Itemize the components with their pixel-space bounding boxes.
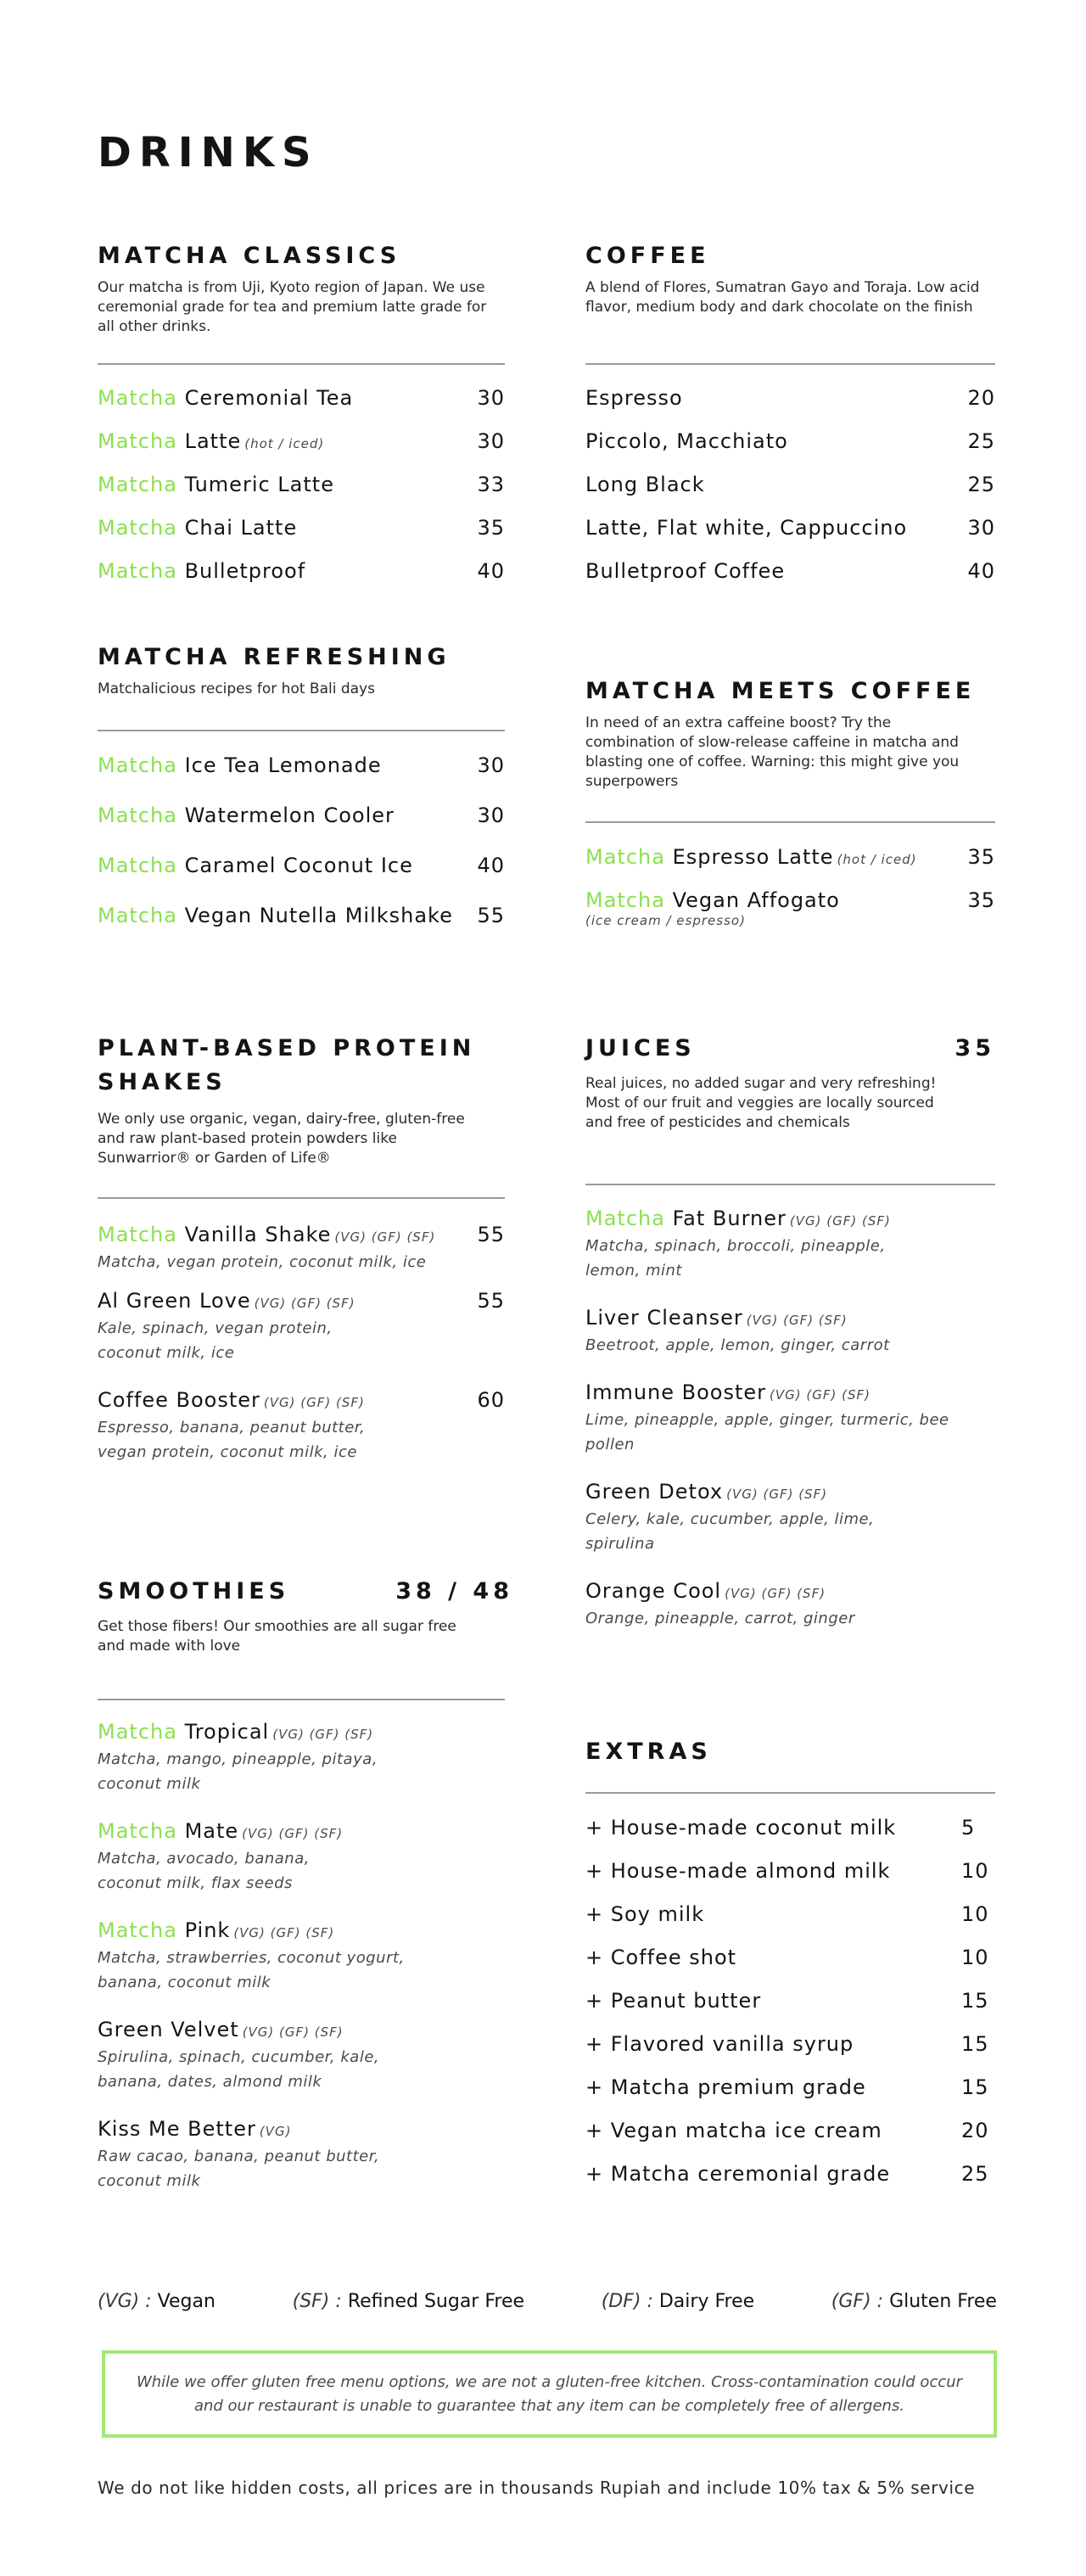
dietary-legend bbox=[98, 2291, 997, 2312]
item-name: Latte bbox=[184, 429, 242, 453]
item-name: Ceremonial Tea bbox=[184, 386, 354, 410]
item-name: + Flavored vanilla syrup bbox=[585, 2032, 854, 2056]
menu-item bbox=[585, 428, 995, 454]
section-title: MATCHA MEETS COFFEE bbox=[585, 678, 976, 704]
extra-item bbox=[585, 2161, 995, 2187]
disclaimer-text: While we offer gluten free menu options, we are not a gluten-free kitchen. Cross-contamination could occur and our restaurant is unable to guarantee that any item can be completely free of allergens. bbox=[136, 2372, 963, 2415]
item-ingredients: Lime, pineapple, apple, ginger, turmeric, bee pollen bbox=[585, 1411, 949, 1453]
matcha-label: Matcha bbox=[585, 1207, 665, 1230]
legend-label: Vegan bbox=[157, 2291, 216, 2312]
item-name: Tumeric Latte bbox=[184, 473, 334, 496]
section-title: PLANT-BASED PROTEIN SHAKES bbox=[98, 1035, 476, 1095]
item-price: 25 bbox=[961, 2162, 989, 2186]
section-title: EXTRAS bbox=[585, 1739, 712, 1765]
item-price: 30 bbox=[477, 804, 505, 827]
divider bbox=[98, 1197, 505, 1199]
section-title: JUICES bbox=[585, 1035, 696, 1061]
menu-item bbox=[585, 1578, 995, 1631]
item-name: Caramel Coconut Ice bbox=[184, 854, 413, 877]
section-description: Real juices, no added sugar and very refreshing! Most of our fruit and veggies are locally sourced and free of pesticides and chemicals bbox=[585, 1075, 937, 1131]
item-price: 35 bbox=[477, 516, 505, 540]
item-tags: (VG) (GF) (SF) bbox=[334, 1229, 436, 1245]
section-coffee bbox=[585, 239, 995, 596]
item-name: Bulletproof Coffee bbox=[585, 559, 786, 583]
menu-item bbox=[585, 1479, 995, 1556]
matcha-label: Matcha bbox=[98, 1223, 177, 1246]
extra-item bbox=[585, 1815, 995, 1840]
item-price: 20 bbox=[967, 386, 995, 410]
menu-item bbox=[98, 1222, 505, 1274]
item-price: 10 bbox=[961, 1859, 989, 1883]
item-price: 40 bbox=[477, 559, 505, 583]
legend-code: (VG) : bbox=[98, 2291, 152, 2312]
item-price: 35 bbox=[967, 845, 995, 869]
section-description: A blend of Flores, Sumatran Gayo and Toraja. Low acid flavor, medium body and dark chocolate on the finish bbox=[585, 279, 980, 316]
item-ingredients: Matcha, vegan protein, coconut milk, ice bbox=[98, 1253, 427, 1271]
allergen-disclaimer bbox=[102, 2350, 997, 2438]
item-name: + Soy milk bbox=[585, 1902, 705, 1926]
legend-item bbox=[293, 2291, 524, 2312]
divider bbox=[585, 821, 995, 823]
item-ingredients: Matcha, mango, pineapple, pitaya, coconut milk bbox=[98, 1750, 378, 1793]
item-price: 30 bbox=[477, 386, 505, 410]
section-juices bbox=[585, 1032, 995, 1643]
item-name: Ice Tea Lemonade bbox=[184, 753, 382, 777]
section-price: 35 bbox=[954, 1035, 995, 1061]
item-subtitle: (ice cream / espresso) bbox=[585, 913, 746, 928]
item-tag: (hot / iced) bbox=[244, 436, 325, 451]
extra-item bbox=[585, 2075, 995, 2100]
matcha-label: Matcha bbox=[585, 845, 665, 869]
legend-label: Gluten Free bbox=[889, 2291, 997, 2312]
item-price: 10 bbox=[961, 1902, 989, 1926]
item-tags: (VG) (GF) (SF) bbox=[725, 1586, 826, 1601]
item-name: + Matcha premium grade bbox=[585, 2075, 866, 2099]
item-name: Green Velvet bbox=[98, 2018, 239, 2041]
menu-item bbox=[585, 1206, 995, 1283]
menu-item bbox=[98, 558, 505, 584]
matcha-label: Matcha bbox=[98, 1918, 177, 1942]
section-extras bbox=[585, 1735, 995, 2210]
menu-item bbox=[585, 1380, 995, 1457]
section-matcha-classics bbox=[98, 239, 505, 596]
item-name: Bulletproof bbox=[184, 559, 306, 583]
menu-item bbox=[585, 558, 995, 584]
item-tags: (VG) (GF) (SF) bbox=[263, 1395, 365, 1410]
item-name: + House-made almond milk bbox=[585, 1859, 891, 1883]
item-price: 33 bbox=[477, 473, 505, 496]
divider bbox=[98, 363, 505, 365]
menu-item bbox=[98, 515, 505, 540]
section-matcha-refreshing bbox=[98, 641, 505, 980]
section-smoothies bbox=[98, 1575, 513, 2220]
divider bbox=[585, 1792, 995, 1794]
menu-item bbox=[98, 1387, 505, 1464]
matcha-label: Matcha bbox=[98, 386, 177, 410]
item-ingredients: Beetroot, apple, lemon, ginger, carrot bbox=[585, 1336, 890, 1354]
menu-item bbox=[98, 1719, 513, 1796]
item-name: Vegan Nutella Milkshake bbox=[184, 904, 453, 927]
section-price: 38 / 48 bbox=[395, 1578, 513, 1604]
item-name: Liver Cleanser bbox=[585, 1306, 743, 1330]
extra-item bbox=[585, 1858, 995, 1884]
item-name: Piccolo, Macchiato bbox=[585, 429, 788, 453]
item-price: 30 bbox=[967, 516, 995, 540]
section-title: MATCHA CLASSICS bbox=[98, 243, 401, 269]
legend-item bbox=[831, 2291, 997, 2312]
item-name: Orange Cool bbox=[585, 1579, 722, 1603]
matcha-label: Matcha bbox=[585, 888, 665, 912]
matcha-label: Matcha bbox=[98, 1720, 177, 1744]
legend-code: (SF) : bbox=[292, 2291, 342, 2312]
section-description: Our matcha is from Uji, Kyoto region of Japan. We use ceremonial grade for tea and premium latte grade for all other drinks. bbox=[98, 279, 487, 335]
item-name: Coffee Booster bbox=[98, 1388, 260, 1412]
menu-item bbox=[98, 1918, 513, 1995]
menu-item bbox=[98, 1818, 513, 1896]
legend-label: Dairy Free bbox=[658, 2291, 755, 2312]
item-price: 5 bbox=[961, 1816, 976, 1840]
item-name: + Coffee shot bbox=[585, 1946, 737, 1969]
extra-item bbox=[585, 2118, 995, 2143]
extra-item bbox=[585, 2031, 995, 2057]
extra-item bbox=[585, 1988, 995, 2013]
item-price: 30 bbox=[477, 753, 505, 777]
item-ingredients: Matcha, avocado, banana, coconut milk, flax seeds bbox=[98, 1850, 310, 1892]
item-price: 10 bbox=[961, 1946, 989, 1969]
section-description: Matchalicious recipes for hot Bali days bbox=[98, 680, 375, 697]
item-name: Long Black bbox=[585, 473, 705, 496]
menu-item bbox=[98, 472, 505, 497]
item-name: Mate bbox=[184, 1819, 239, 1843]
item-price: 55 bbox=[477, 1289, 505, 1313]
item-name: + House-made coconut milk bbox=[585, 1816, 897, 1840]
item-ingredients: Raw cacao, banana, peanut butter, coconut milk bbox=[98, 2148, 380, 2190]
menu-item bbox=[98, 1288, 505, 1365]
matcha-label: Matcha bbox=[98, 516, 177, 540]
matcha-label: Matcha bbox=[98, 904, 177, 927]
item-tags: (VG) (GF) (SF) bbox=[746, 1313, 848, 1328]
item-price: 40 bbox=[967, 559, 995, 583]
matcha-label: Matcha bbox=[98, 559, 177, 583]
menu-item bbox=[98, 2017, 513, 2094]
item-name: + Vegan matcha ice cream bbox=[585, 2119, 882, 2142]
item-ingredients: Orange, pineapple, carrot, ginger bbox=[585, 1610, 855, 1627]
menu-item bbox=[98, 428, 505, 456]
item-name: Tropical bbox=[184, 1720, 270, 1744]
matcha-label: Matcha bbox=[98, 753, 177, 777]
item-tags: (VG) (GF) (SF) bbox=[789, 1213, 891, 1229]
item-price: 55 bbox=[477, 904, 505, 927]
menu-item bbox=[585, 1305, 995, 1358]
legend-label: Refined Sugar Free bbox=[347, 2291, 525, 2312]
item-price: 25 bbox=[967, 473, 995, 496]
section-description: Get those fibers! Our smoothies are all sugar free and made with love bbox=[98, 1618, 456, 1655]
page-title: DRINKS bbox=[98, 129, 319, 176]
section-title: MATCHA REFRESHING bbox=[98, 644, 451, 670]
item-tags: (VG) (GF) (SF) bbox=[272, 1727, 374, 1742]
menu-item bbox=[98, 385, 505, 411]
item-name: + Peanut butter bbox=[585, 1989, 762, 2013]
item-tags: (VG) (GF) (SF) bbox=[242, 2024, 344, 2040]
item-name: Green Detox bbox=[585, 1480, 724, 1504]
item-tag: (hot / iced) bbox=[837, 852, 917, 867]
item-ingredients: Matcha, spinach, broccoli, pineapple, lemon, mint bbox=[585, 1237, 886, 1280]
menu-item bbox=[98, 2116, 513, 2193]
legend-code: (GF) : bbox=[831, 2291, 884, 2312]
menu-item bbox=[585, 844, 995, 872]
item-tags: (VG) (GF) (SF) bbox=[770, 1387, 870, 1403]
item-name: Al Green Love bbox=[98, 1289, 251, 1313]
item-price: 15 bbox=[961, 2075, 989, 2099]
item-tags: (VG) (GF) (SF) bbox=[254, 1296, 355, 1311]
item-name: Immune Booster bbox=[585, 1380, 767, 1404]
item-tags: (VG) (GF) (SF) bbox=[726, 1487, 828, 1502]
extra-item bbox=[585, 1945, 995, 1970]
item-ingredients: Kale, spinach, vegan protein, coconut milk, ice bbox=[98, 1319, 333, 1362]
section-title: COFFEE bbox=[585, 243, 710, 269]
item-price: 15 bbox=[961, 1989, 989, 2013]
item-price: 25 bbox=[967, 429, 995, 453]
legend-code: (DF) : bbox=[601, 2291, 653, 2312]
item-price: 35 bbox=[967, 888, 995, 912]
item-price: 20 bbox=[961, 2119, 989, 2142]
menu-item bbox=[585, 385, 995, 411]
item-ingredients: Matcha, strawberries, coconut yogurt, banana, coconut milk bbox=[98, 1949, 405, 1991]
item-name: Watermelon Cooler bbox=[184, 804, 395, 827]
menu-item bbox=[585, 888, 995, 928]
pricing-note: We do not like hidden costs, all prices are in thousands Rupiah and include 10% tax & 5% service bbox=[98, 2478, 976, 2498]
section-matcha-meets-coffee bbox=[585, 675, 995, 955]
matcha-label: Matcha bbox=[98, 804, 177, 827]
item-name: Latte, Flat white, Cappuccino bbox=[585, 516, 908, 540]
item-name: Kiss Me Better bbox=[98, 2117, 256, 2141]
menu-item bbox=[585, 515, 995, 540]
item-ingredients: Celery, kale, cucumber, apple, lime, spirulina bbox=[585, 1510, 875, 1553]
item-price: 30 bbox=[477, 429, 505, 453]
item-name: + Matcha ceremonial grade bbox=[585, 2162, 891, 2186]
matcha-label: Matcha bbox=[98, 1819, 177, 1843]
item-tags: (VG) (GF) (SF) bbox=[233, 1925, 335, 1940]
item-name: Espresso bbox=[585, 386, 683, 410]
item-tags: (VG) (GF) (SF) bbox=[242, 1826, 344, 1841]
section-description: We only use organic, vegan, dairy-free, gluten-free and raw plant-based protein powders like Sunwarrior® or Garden of Life® bbox=[98, 1111, 465, 1167]
menu-item bbox=[98, 803, 505, 828]
matcha-label: Matcha bbox=[98, 473, 177, 496]
matcha-label: Matcha bbox=[98, 854, 177, 877]
item-name: Pink bbox=[184, 1918, 231, 1942]
item-name: Chai Latte bbox=[184, 516, 298, 540]
legend-item bbox=[98, 2291, 216, 2312]
item-name: Fat Burner bbox=[672, 1207, 787, 1230]
matcha-label: Matcha bbox=[98, 429, 177, 453]
item-price: 60 bbox=[477, 1388, 505, 1412]
item-name: Vanilla Shake bbox=[184, 1223, 332, 1246]
menu-item bbox=[98, 753, 505, 778]
item-name: Vegan Affogato bbox=[672, 888, 840, 912]
item-price: 55 bbox=[477, 1223, 505, 1246]
legend-item bbox=[602, 2291, 754, 2312]
item-name: Espresso Latte bbox=[672, 845, 834, 869]
item-tags: (VG) bbox=[259, 2124, 292, 2139]
divider bbox=[585, 363, 995, 365]
item-ingredients: Espresso, banana, peanut butter, vegan protein, coconut milk, ice bbox=[98, 1419, 366, 1461]
item-price: 15 bbox=[961, 2032, 989, 2056]
divider bbox=[585, 1184, 995, 1185]
divider bbox=[98, 730, 505, 731]
section-description: In need of an extra caffeine boost? Try the combination of slow-release caffeine in matcha and blasting one of coffee. Warning: this might give you superpowers bbox=[585, 714, 960, 790]
item-ingredients: Spirulina, spinach, cucumber, kale, banana, dates, almond milk bbox=[98, 2048, 380, 2091]
menu-item bbox=[98, 853, 505, 878]
menu-item bbox=[98, 903, 505, 928]
section-protein-shakes bbox=[98, 1032, 505, 1473]
item-price: 40 bbox=[477, 854, 505, 877]
menu-item bbox=[585, 472, 995, 497]
divider bbox=[98, 1699, 505, 1700]
extra-item bbox=[585, 1901, 995, 1927]
section-title: SMOOTHIES bbox=[98, 1578, 290, 1604]
